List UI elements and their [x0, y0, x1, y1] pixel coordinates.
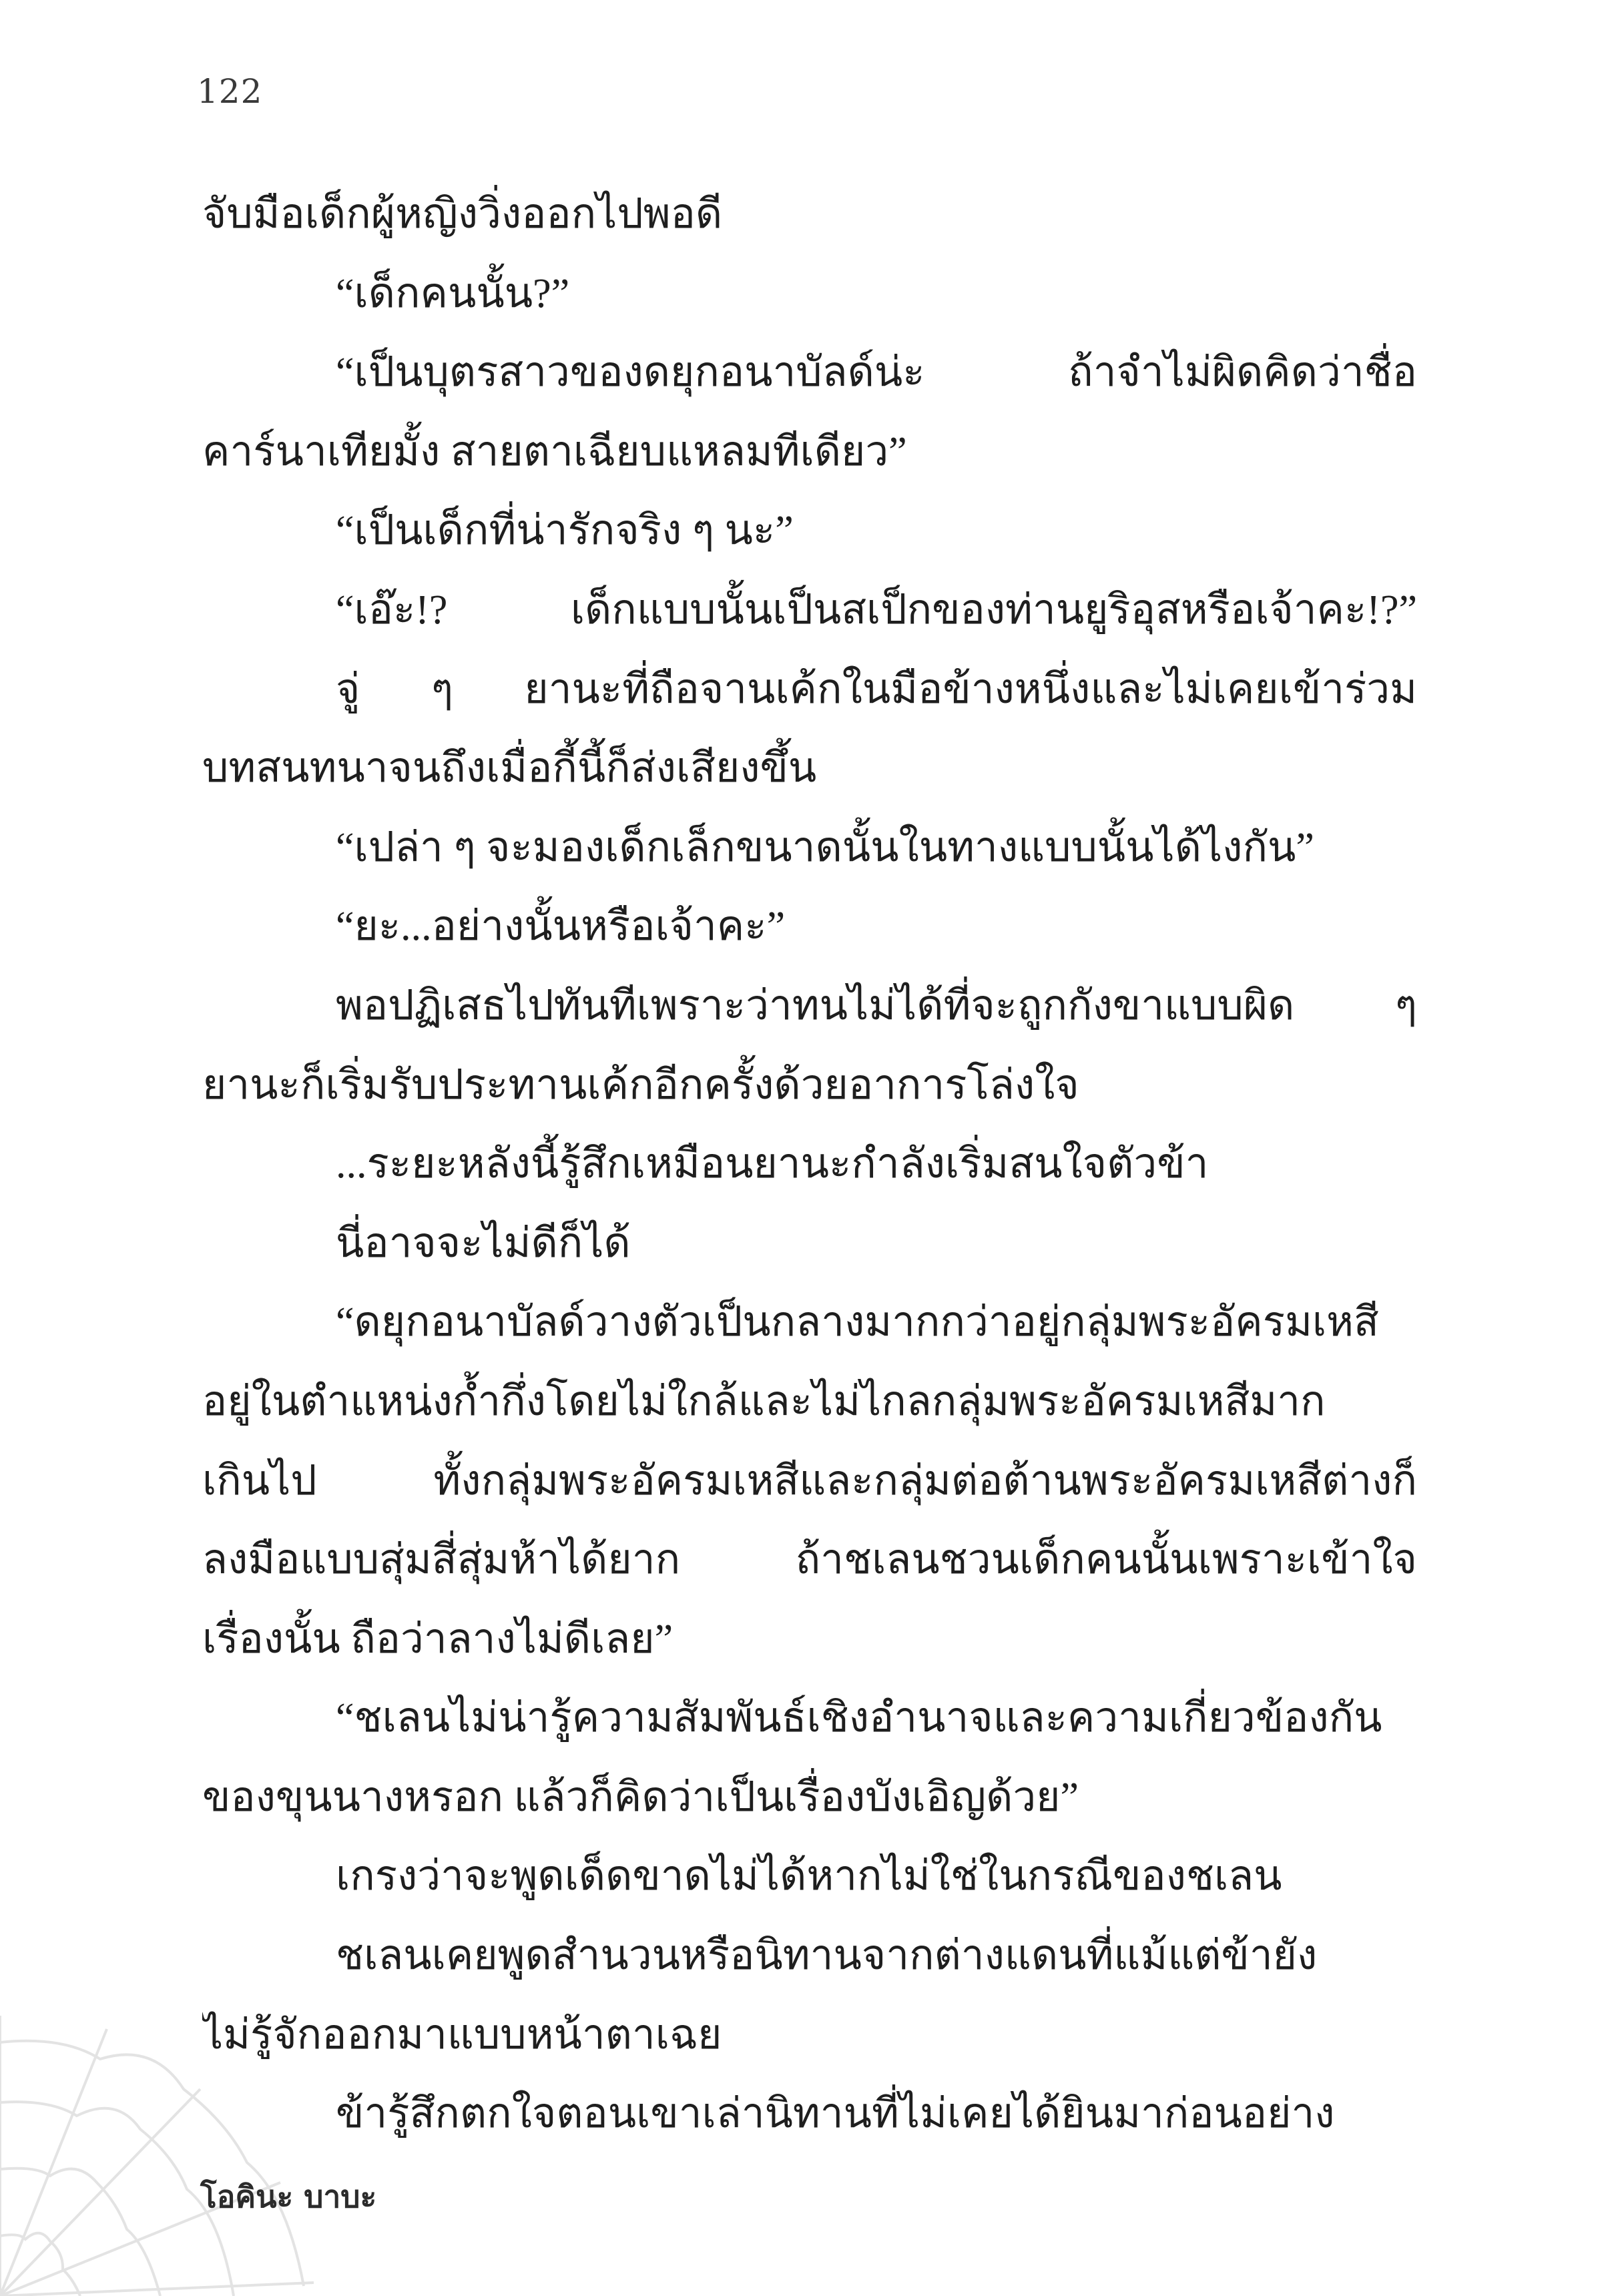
text-line: นี่อาจจะไม่ดีก็ได้: [336, 1220, 631, 1266]
page-number: 122: [197, 72, 263, 111]
text-line: “เอ๊ะ!? เด็กแบบนั้นเป็นสเป็กของท่านยูริอุสหรือเจ้าคะ!?”: [336, 587, 1417, 633]
text-line: พอปฏิเสธไปทันทีเพราะว่าทนไม่ได้ที่จะถูกกังขาแบบผิด ๆ: [336, 982, 1417, 1029]
spider-web-decoration: [0, 2016, 314, 2296]
author-name: โอคินะ บาบะ: [200, 2179, 377, 2215]
text-line: อยู่ในตำแหน่งก้ำกึ่งโดยไม่ใกล้และไม่ไกลกลุ่มพระอัครมเหสีมาก: [202, 1378, 1326, 1424]
text-line: ลงมือแบบสุ่มสี่สุ่มห้าได้ยาก ถ้าชเลนชวนเด็กคนนั้นเพราะเข้าใจ: [202, 1537, 1417, 1583]
text-line: “ชเลนไม่น่ารู้ความสัมพันธ์เชิงอำนาจและความเกี่ยวข้องกัน: [336, 1695, 1382, 1741]
text-line: “เปล่า ๆ จะมองเด็กเล็กขนาดนั้นในทางแบบนั้นได้ไงกัน”: [336, 824, 1314, 870]
text-line: ไม่รู้จักออกมาแบบหน้าตาเฉย: [202, 2012, 722, 2058]
text-line: ...ระยะหลังนี้รู้สึกเหมือนยานะกำลังเริ่มสนใจตัวข้า: [336, 1141, 1209, 1187]
text-line: “เป็นเด็กที่น่ารักจริง ๆ นะ”: [336, 508, 794, 554]
text-line: จู่ ๆ ยานะที่ถือจานเค้กในมือข้างหนึ่งและไม่เคยเข้าร่วม: [336, 666, 1417, 712]
text-line: “เป็นบุตรสาวของดยุกอนาบัลด์น่ะ ถ้าจำไม่ผิดคิดว่าชื่อ: [336, 350, 1417, 396]
text-line: ยานะก็เริ่มรับประทานเค้กอีกครั้งด้วยอาการโล่งใจ: [202, 1062, 1079, 1108]
text-line: ข้ารู้สึกตกใจตอนเขาเล่านิทานที่ไม่เคยได้ยินมาก่อนอย่าง: [336, 2091, 1335, 2137]
text-line: บทสนทนาจนถึงเมื่อกี้นี้ก็ส่งเสียงขึ้น: [202, 746, 817, 792]
text-line: ชเลนเคยพูดสำนวนหรือนิทานจากต่างแดนที่แม้แต่ข้ายัง: [336, 1933, 1318, 1979]
text-line: ของขุนนางหรอก แล้วก็คิดว่าเป็นเรื่องบังเอิญด้วย”: [202, 1774, 1079, 1820]
text-line: เกรงว่าจะพูดเด็ดขาดไม่ได้หากไม่ใช่ในกรณีของชเลน: [336, 1853, 1282, 1900]
text-line: “เด็กคนนั้น?”: [336, 270, 570, 316]
text-line: เกินไป ทั้งกลุ่มพระอัครมเหสีและกลุ่มต่อต้านพระอัครมเหสีต่างก็: [202, 1458, 1417, 1504]
text-line: “ดยุกอนาบัลด์วางตัวเป็นกลางมากกว่าอยู่กลุ่มพระอัครมเหสี: [336, 1300, 1379, 1346]
text-line: จับมือเด็กผู้หญิงวิ่งออกไปพอดี: [202, 192, 723, 237]
text-line: “ยะ...อย่างนั้นหรือเจ้าคะ”: [336, 904, 786, 950]
text-line: คาร์นาเทียมั้ง สายตาเฉียบแหลมทีเดียว”: [202, 428, 907, 475]
text-line: เรื่องนั้น ถือว่าลางไม่ดีเลย”: [202, 1616, 674, 1662]
body-text: [202, 175, 1417, 2154]
